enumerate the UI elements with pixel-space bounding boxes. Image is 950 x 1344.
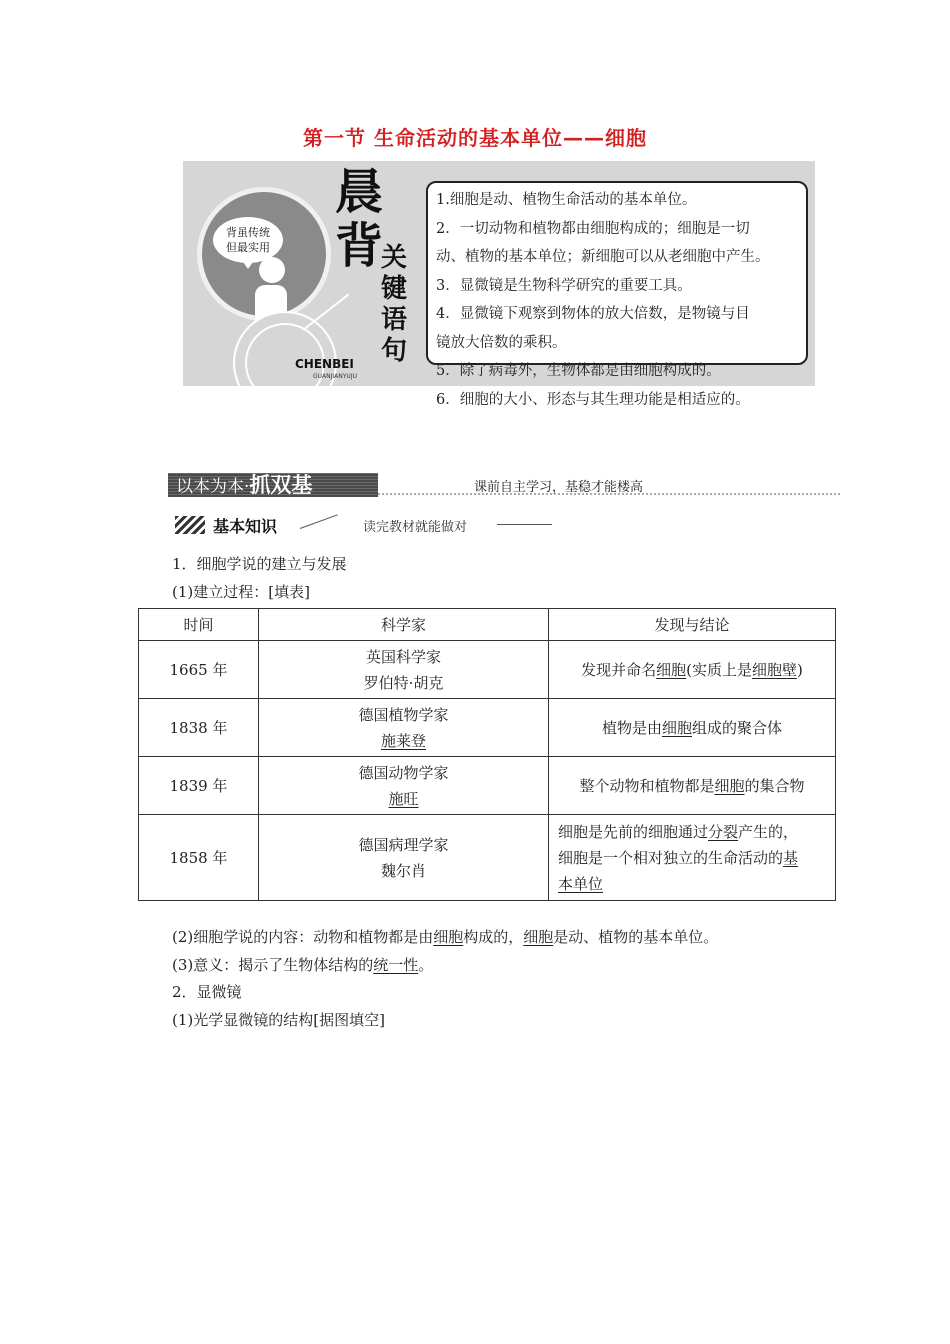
divider-line — [497, 524, 552, 525]
finding-text: 整个动物和植物都是 — [579, 776, 715, 795]
key-sentences — [436, 186, 836, 414]
key-sentence: 6．细胞的大小、形态与其生理功能是相适应的。 — [436, 391, 750, 408]
history-table — [138, 608, 836, 901]
finding-text: 组成的聚合体 — [692, 718, 783, 737]
subheading-2: (1)光学显微镜的结构[据图填空] — [172, 1011, 385, 1029]
text-span: (2)细胞学说的内容：动物和植物都是由 — [172, 928, 434, 946]
header-finding: 发现与结论 — [549, 609, 836, 641]
table-row — [139, 641, 836, 699]
answer-blank: 分裂 — [708, 822, 739, 841]
cell-scientist — [259, 699, 549, 757]
heading-1: 1．细胞学说的建立与发展 — [172, 555, 347, 573]
key-sentence: 动、植物的基本单位；新细胞可以从老细胞中产生。 — [436, 249, 770, 265]
scientist-nation: 英国科学家 — [365, 647, 441, 666]
vertical-char: 语 — [380, 305, 407, 335]
brand-subtext: GUANJIANYUJU — [313, 373, 357, 380]
table-row — [139, 757, 836, 815]
answer-blank: 统一性 — [373, 956, 419, 974]
key-sentence: 镜放大倍数的乘积。 — [436, 334, 567, 351]
scientist-name: 魏尔肖 — [380, 861, 426, 880]
text-span: 。 — [418, 956, 434, 974]
text-span: 构成的， — [463, 928, 524, 946]
header-time: 时间 — [139, 609, 259, 641]
answer-blank: 本单位 — [558, 874, 604, 893]
cell-year: 1839 年 — [139, 757, 259, 815]
bubble-tail — [241, 259, 255, 269]
table-row — [139, 815, 836, 901]
text-span: 是动、植物的基本单位。 — [553, 928, 719, 946]
subheading-1: (1)建立过程：[填表] — [172, 583, 310, 601]
cell-year: 1838 年 — [139, 699, 259, 757]
key-sentence: 5．除了病毒外，生物体都是由细胞构成的。 — [436, 363, 721, 379]
big-char-chen: 晨 — [335, 164, 384, 220]
content-paragraph — [172, 926, 718, 947]
divider-slash — [300, 514, 338, 529]
scientist-nation: 德国动物学家 — [358, 763, 449, 782]
scientist-nation: 德国植物学家 — [358, 705, 449, 724]
finding-text: ) — [797, 660, 803, 679]
answer-blank: 细胞 — [523, 928, 554, 946]
bubble-line-2: 但最实用 — [226, 241, 270, 254]
section-header — [168, 473, 840, 497]
cell-scientist — [259, 815, 549, 901]
answer-blank: 细胞 — [433, 928, 464, 946]
brand-text: CHENBEI — [295, 357, 354, 371]
table-row — [139, 699, 836, 757]
answer-blank: 基 — [783, 848, 799, 867]
answer-blank: 细胞 — [714, 776, 745, 795]
answer-blank: 细胞 — [656, 660, 687, 679]
header-scientist: 科学家 — [259, 609, 549, 641]
key-sentence: 4．显微镜下观察到物体的放大倍数，是物镜与目 — [436, 306, 750, 322]
stripes-icon — [175, 516, 205, 534]
finding-text: 细胞是先前的细胞通过 — [558, 822, 709, 841]
cell-scientist — [259, 641, 549, 699]
vertical-char: 句 — [380, 336, 407, 366]
finding-text: 的集合物 — [744, 776, 805, 795]
vertical-label — [379, 243, 409, 367]
person-head-icon — [259, 257, 285, 283]
big-char-bei: 背 — [335, 218, 384, 274]
cell-year: 1665 年 — [139, 641, 259, 699]
answer-blank: 施旺 — [388, 789, 419, 808]
bubble-line-1: 背虽传统 — [226, 226, 270, 239]
cell-finding — [549, 699, 836, 757]
finding-text: 发现并命名 — [581, 660, 657, 679]
section-label-b: 抓双基 — [249, 473, 313, 497]
section-subtitle: 课前自主学习，基稳才能楼高 — [474, 480, 644, 495]
finding-text: 细胞是一个相对独立的生命活动的 — [558, 848, 784, 867]
cell-finding — [549, 757, 836, 815]
cell-finding — [549, 641, 836, 699]
finding-text: (实质上是 — [686, 660, 752, 679]
page-title: 第一节 生命活动的基本单位——细胞 — [303, 126, 647, 150]
finding-text: 植物是由 — [601, 718, 662, 737]
section-label-a: 以本为本· — [176, 477, 250, 497]
key-sentence: 2．一切动物和植物都由细胞构成的；细胞是一切 — [436, 220, 750, 237]
key-sentence: 1.细胞是动、植物生命活动的基本单位。 — [436, 192, 697, 208]
finding-text: 产生的， — [738, 822, 799, 841]
vertical-char: 关 — [380, 243, 407, 273]
key-sentence: 3．显微镜是生物科学研究的重要工具。 — [436, 277, 692, 294]
cell-scientist — [259, 757, 549, 815]
significance-paragraph — [172, 954, 433, 975]
vertical-char: 键 — [380, 274, 407, 304]
answer-blank: 施莱登 — [380, 731, 426, 750]
cell-year: 1858 年 — [139, 815, 259, 901]
table-header-row — [139, 609, 836, 641]
heading-2: 2．显微镜 — [172, 983, 242, 1001]
basic-knowledge-subtitle: 读完教材就能做对 — [363, 520, 468, 535]
scientist-name: 罗伯特·胡克 — [363, 673, 444, 692]
cell-finding — [549, 815, 836, 901]
section-label — [168, 473, 378, 497]
scientist-nation: 德国病理学家 — [358, 835, 449, 854]
answer-blank: 细胞壁 — [752, 660, 798, 679]
basic-knowledge-title: 基本知识 — [213, 517, 278, 536]
text-span: (3)意义：揭示了生物体结构的 — [172, 956, 374, 974]
answer-blank: 细胞 — [661, 718, 692, 737]
